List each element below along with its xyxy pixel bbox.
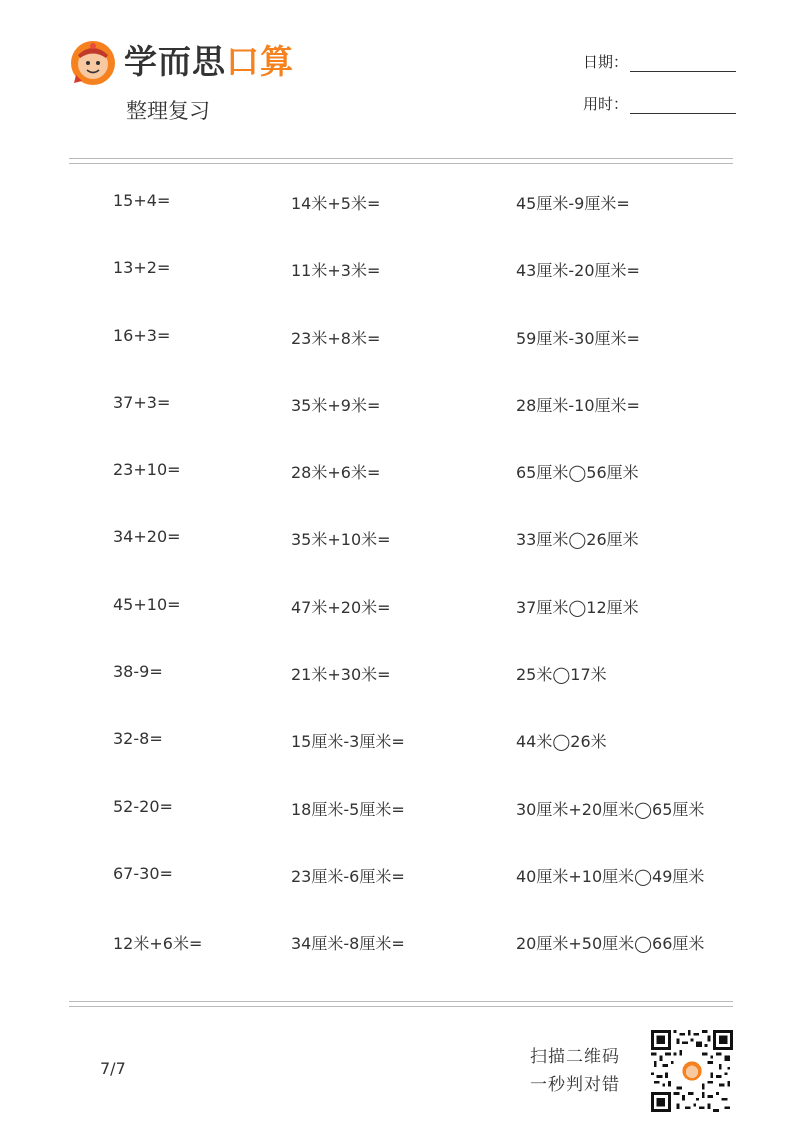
problem-item: 34+20= <box>113 527 181 547</box>
footer-divider-bottom <box>69 1006 733 1007</box>
date-label: 日期： <box>583 53 629 71</box>
problem-row <box>0 326 800 393</box>
problem-item: 45厘米-9厘米= <box>516 194 630 213</box>
problem-grid <box>0 191 800 999</box>
problem-row <box>0 393 800 460</box>
footer-divider-top <box>69 1001 733 1002</box>
problem-item: 35米+9米= <box>291 395 381 415</box>
problem-item: 33厘米◯26厘米 <box>516 530 639 550</box>
brand-title: 学而思口算 <box>124 42 294 81</box>
problem-item: 67-30= <box>113 863 173 883</box>
problem-item: 23厘米-6厘米= <box>291 866 405 886</box>
problem-item: 12米+6米= <box>113 934 203 954</box>
problem-item: 45+10= <box>113 594 181 614</box>
problem-item: 23+10= <box>113 460 181 480</box>
date-field <box>583 51 736 72</box>
problem-item: 35米+10米= <box>291 530 391 550</box>
scan-line-2: 一秒判对错 <box>530 1075 620 1095</box>
monkey-logo-icon <box>68 37 118 87</box>
date-blank-line <box>630 57 736 72</box>
problem-row <box>0 527 800 594</box>
problem-item: 21米+30米= <box>291 665 391 685</box>
problem-item: 30厘米+20厘米◯65厘米 <box>516 799 705 819</box>
qr-code-icon[interactable] <box>651 1030 733 1112</box>
problem-row <box>0 460 800 527</box>
problem-item: 23米+8米= <box>291 328 381 348</box>
problem-row <box>0 595 800 662</box>
problem-item: 28厘米-10厘米= <box>516 395 640 415</box>
problem-item: 34厘米-8厘米= <box>291 934 405 954</box>
problem-item: 37厘米◯12厘米 <box>516 597 639 617</box>
problem-item: 25米◯17米 <box>516 665 607 685</box>
problem-item: 15+4= <box>113 191 171 210</box>
problem-item: 13+2= <box>113 258 171 278</box>
problem-item: 65厘米◯56厘米 <box>516 463 639 483</box>
problem-item: 44米◯26米 <box>516 732 607 752</box>
problem-item: 16+3= <box>113 325 171 345</box>
time-field <box>583 93 736 114</box>
problem-item: 20厘米+50厘米◯66厘米 <box>516 934 705 954</box>
problem-item: 38-9= <box>113 662 163 682</box>
worksheet-subtitle: 整理复习 <box>126 99 210 123</box>
header-divider-top <box>69 158 733 159</box>
time-label: 用时： <box>583 95 629 113</box>
problem-row <box>0 729 800 796</box>
scan-instructions <box>530 1043 620 1099</box>
problem-item: 11米+3米= <box>291 261 381 281</box>
problem-item: 14米+5米= <box>291 194 381 213</box>
problem-item: 37+3= <box>113 392 171 412</box>
problem-row <box>0 931 800 998</box>
problem-row <box>0 662 800 729</box>
problem-item: 43厘米-20厘米= <box>516 261 640 281</box>
problem-item: 52-20= <box>113 796 173 816</box>
time-blank-line <box>630 99 736 114</box>
problem-item: 40厘米+10厘米◯49厘米 <box>516 866 705 886</box>
problem-row <box>0 191 800 258</box>
page-number: 7/7 <box>100 1059 126 1078</box>
scan-line-1: 扫描二维码 <box>530 1047 620 1067</box>
problem-row <box>0 864 800 931</box>
problem-row <box>0 258 800 325</box>
problem-item: 47米+20米= <box>291 597 391 617</box>
problem-row <box>0 797 800 864</box>
problem-item: 59厘米-30厘米= <box>516 328 640 348</box>
problem-item: 28米+6米= <box>291 463 381 483</box>
problem-item: 18厘米-5厘米= <box>291 799 405 819</box>
problem-item: 15厘米-3厘米= <box>291 732 405 752</box>
problem-item: 32-8= <box>113 729 163 749</box>
header-divider-bottom <box>69 163 733 164</box>
